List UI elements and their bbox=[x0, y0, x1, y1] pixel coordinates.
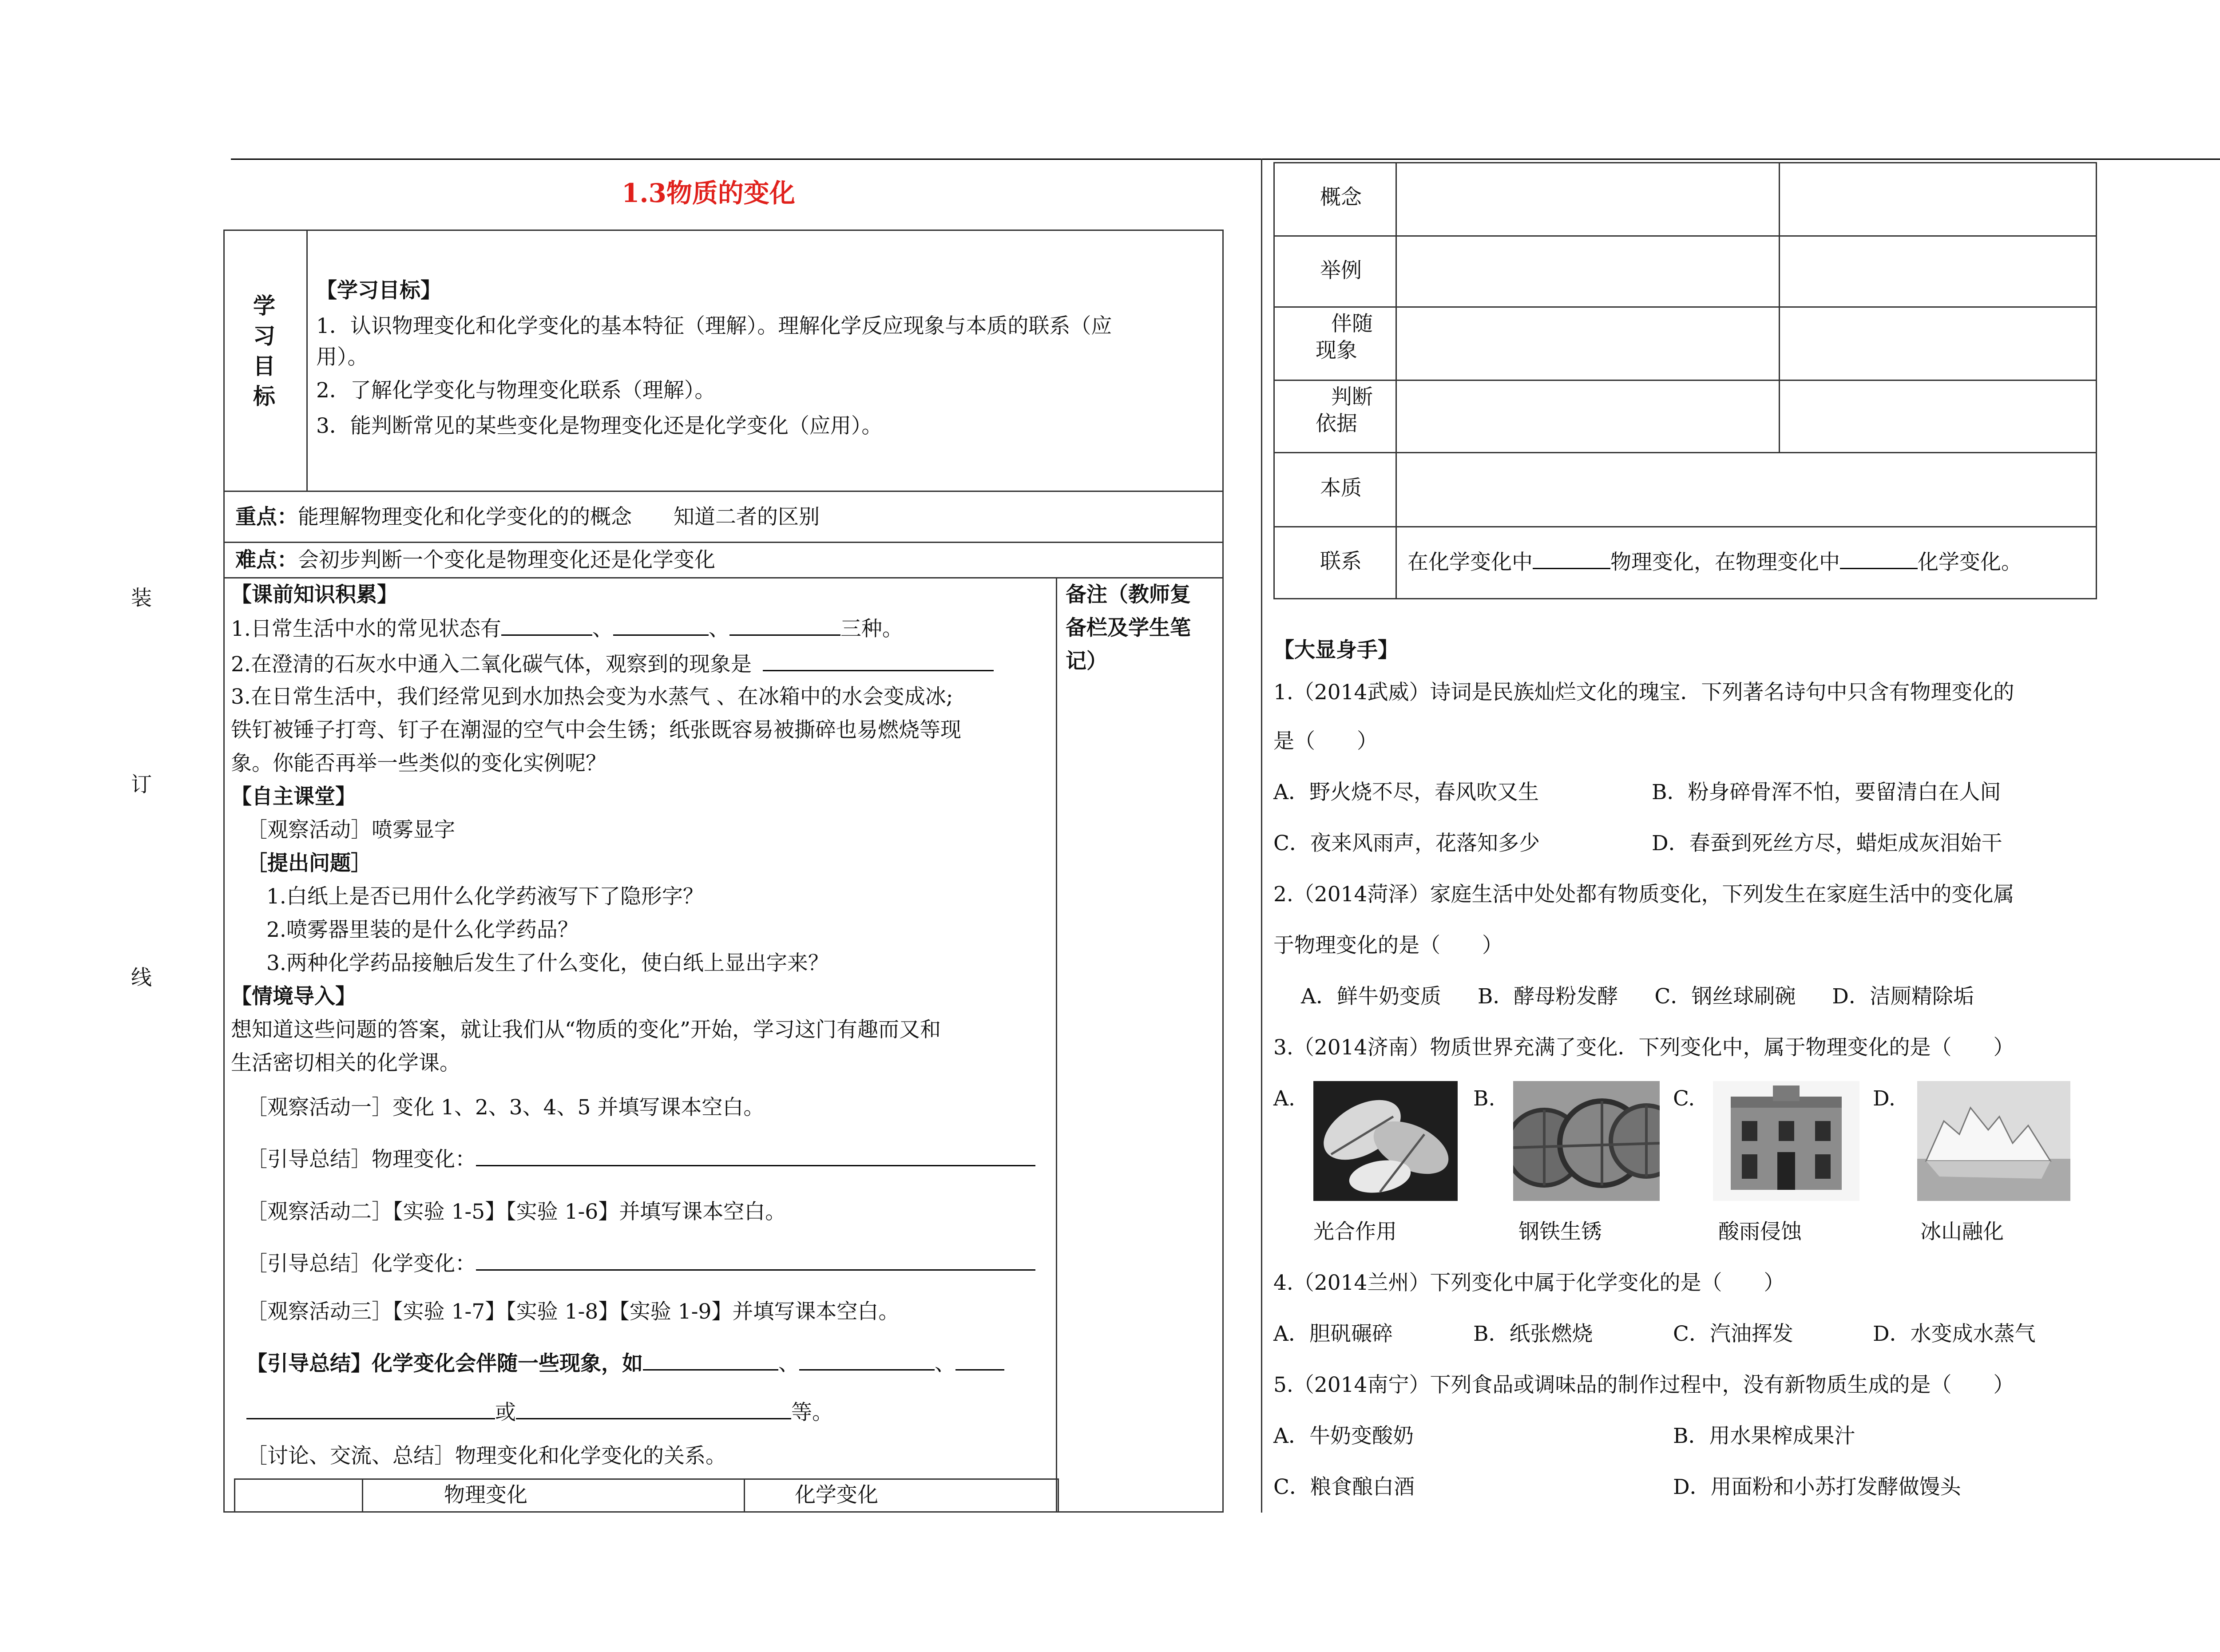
right-frame-left bbox=[1261, 158, 1262, 1513]
ask-item: 1.白纸上是否已用什么化学药液写下了隐形字？ bbox=[266, 884, 704, 909]
comparison-row-rule bbox=[1273, 452, 2097, 453]
pre-q1-blank-2[interactable] bbox=[613, 615, 709, 636]
pre-q1-text: 1.日常生活中水的常见状态有 bbox=[231, 617, 501, 641]
link-blank-2[interactable] bbox=[1840, 548, 1918, 569]
q4-option-d: D．水变成水蒸气 bbox=[1873, 1322, 2036, 1346]
key-point-row bbox=[235, 504, 820, 531]
objective-item: 用）。 bbox=[316, 345, 369, 369]
pre-q1-sep: 、 bbox=[592, 617, 613, 641]
q3-line: 3.（2014济南）物质世界充满了变化．下列变化中，属于物理变化的是（ ） bbox=[1273, 1035, 2014, 1060]
pre-q1-blank-1[interactable] bbox=[501, 615, 592, 636]
difficulty-rule bbox=[223, 577, 1224, 578]
guide-3-blank-4[interactable] bbox=[246, 1398, 495, 1419]
guide-3-or: 或 bbox=[495, 1400, 516, 1425]
notes-line-3: 记） bbox=[1066, 649, 1107, 673]
notes-line-1: 备注（教师复 bbox=[1066, 582, 1191, 607]
ask-heading: ［提出问题］ bbox=[246, 851, 372, 876]
link-blank-1[interactable] bbox=[1533, 548, 1610, 569]
row-label-criterion-1: 判断 bbox=[1331, 385, 1373, 409]
guide-1-blank[interactable] bbox=[476, 1145, 1035, 1166]
row-label-concept: 概念 bbox=[1320, 185, 1362, 210]
activity-1: ［观察活动一］变化 1、2、3、4、5 并填写课本空白。 bbox=[246, 1095, 765, 1120]
q5-option-d: D．用面粉和小苏打发酵做馒头 bbox=[1673, 1475, 1961, 1499]
link-text-a: 在化学变化中 bbox=[1407, 550, 1533, 574]
rusty-steel-image bbox=[1513, 1081, 1660, 1201]
guide-3-sep: 、 bbox=[778, 1351, 799, 1376]
q4-option-b: B．纸张燃烧 bbox=[1473, 1322, 1593, 1346]
pre-q3-line: 象。你能否再举一些类似的变化实例呢？ bbox=[231, 751, 607, 776]
link-text-c: 化学变化。 bbox=[1918, 550, 2022, 574]
pre-q2-text: 2.在澄清的石灰水中通入二氧化碳气体，观察到的现象是 bbox=[231, 652, 752, 677]
pre-q3-line: 铁钉被锤子打弯、钉子在潮湿的空气中会生锈；纸张既容易被撕碎也易燃烧等现 bbox=[231, 718, 961, 742]
link-row-text bbox=[1407, 548, 2022, 576]
relation-table-col bbox=[362, 1478, 363, 1513]
q4-option-a: A．胆矾碾碎 bbox=[1273, 1322, 1393, 1346]
objective-item: 1．认识物理变化和化学变化的基本特征（理解）。理解化学反应现象与本质的联系（应 bbox=[316, 314, 1112, 338]
scene-line: 生活密切相关的化学课。 bbox=[231, 1051, 460, 1075]
q4-line: 4.（2014兰州）下列变化中属于化学变化的是（ ） bbox=[1273, 1271, 1785, 1295]
pre-q3-line: 3.在日常生活中，我们经常见到水加热会变为水蒸气 、在冰箱中的水会变成冰; bbox=[231, 685, 953, 709]
q1-line: 是（ ） bbox=[1273, 729, 1378, 753]
objectives-side-label bbox=[253, 291, 280, 412]
guide-3-blank-5[interactable] bbox=[516, 1398, 791, 1419]
guide-1 bbox=[246, 1145, 1035, 1173]
q1-line: 1.（2014武威）诗词是民族灿烂文化的瑰宝．下列著名诗句中只含有物理变化的 bbox=[1273, 680, 2014, 705]
side-char-2: 习 bbox=[253, 323, 275, 349]
objectives-bottom-rule bbox=[223, 491, 1224, 492]
discussion: ［讨论、交流、总结］物理变化和化学变化的关系。 bbox=[246, 1444, 726, 1468]
row-label-criterion bbox=[1288, 384, 1394, 437]
q3-letter-a: A. bbox=[1273, 1086, 1295, 1111]
pre-knowledge-heading: 【课前知识积累】 bbox=[231, 582, 398, 607]
row-label-phenomenon bbox=[1288, 311, 1394, 364]
guide-3-sep: 、 bbox=[935, 1351, 955, 1376]
q1-option-a: A．野火烧不尽，春风吹又生 bbox=[1273, 780, 1539, 804]
scene-heading: 【情境导入】 bbox=[231, 984, 356, 1009]
guide-3-blank-1[interactable] bbox=[643, 1350, 778, 1371]
q3-letter-c: C. bbox=[1673, 1086, 1695, 1111]
q3-caption-d: 冰山融化 bbox=[1920, 1220, 2004, 1244]
binding-mark-xian: 线 bbox=[131, 966, 152, 990]
pre-q2 bbox=[231, 650, 994, 678]
notes-divider bbox=[1056, 577, 1057, 1513]
guide-3 bbox=[246, 1350, 1004, 1377]
comparison-row-rule bbox=[1273, 526, 2097, 527]
q2-options: A．鲜牛奶变质 B．酵母粉发酵 C．钢丝球刷碗 D．洁厕精除垢 bbox=[1301, 984, 1974, 1009]
difficulty-row bbox=[235, 547, 715, 574]
notes-line-2: 备栏及学生笔 bbox=[1066, 616, 1191, 640]
row-label-criterion-2: 依据 bbox=[1316, 412, 1357, 436]
comparison-row-rule bbox=[1273, 235, 2097, 237]
pre-q1-sep: 、 bbox=[708, 617, 729, 641]
observe-activity: ［观察活动］喷雾显字 bbox=[246, 818, 455, 842]
top-rule bbox=[231, 158, 2220, 160]
comparison-row-rule bbox=[1273, 380, 2097, 381]
q5-option-b: B．用水果榨成果汁 bbox=[1673, 1424, 1855, 1448]
q5-option-c: C．粮食酿白酒 bbox=[1273, 1475, 1415, 1499]
key-point-label: 重点： bbox=[235, 505, 298, 529]
row-label-essence: 本质 bbox=[1320, 476, 1362, 500]
guide-3-text: 【引导总结】化学变化会伴随一些现象，如 bbox=[246, 1351, 643, 1376]
side-char-4: 标 bbox=[253, 383, 275, 409]
q3-caption-c: 酸雨侵蚀 bbox=[1718, 1220, 1802, 1244]
acid-rain-building-image bbox=[1713, 1081, 1859, 1201]
q5-option-a: A．牛奶变酸奶 bbox=[1273, 1424, 1414, 1448]
guide-3-blank-2[interactable] bbox=[799, 1350, 935, 1371]
melting-iceberg-image bbox=[1917, 1081, 2070, 1201]
link-text-b: 物理变化，在物理变化中 bbox=[1610, 550, 1840, 574]
q3-letter-b: B. bbox=[1473, 1086, 1495, 1111]
difficulty-label: 难点： bbox=[235, 548, 298, 572]
row-label-example: 举例 bbox=[1320, 258, 1362, 283]
q2-line: 2.（2014菏泽）家庭生活中处处都有物质变化，下列发生在家庭生活中的变化属 bbox=[1273, 882, 2014, 907]
q1-option-c: C．夜来风雨声，花落知多少 bbox=[1273, 831, 1540, 856]
pre-q1-blank-3[interactable] bbox=[729, 615, 840, 636]
row-label-phenomenon-2: 现象 bbox=[1316, 338, 1357, 363]
row-label-link: 联系 bbox=[1320, 549, 1362, 574]
exercise-heading: 【大显身手】 bbox=[1273, 638, 1399, 662]
relation-head-chemical: 化学变化 bbox=[795, 1483, 878, 1507]
objectives-heading: 【学习目标】 bbox=[316, 278, 441, 303]
q3-letter-d: D. bbox=[1873, 1086, 1895, 1111]
guide-2 bbox=[246, 1250, 1035, 1277]
q3-caption-b: 钢铁生锈 bbox=[1518, 1220, 1602, 1244]
ask-item: 2.喷雾器里装的是什么化学药品？ bbox=[266, 918, 579, 942]
key-point-text: 能理解物理变化和化学变化的的概念 知道二者的区别 bbox=[298, 505, 820, 529]
comparison-row-rule bbox=[1273, 306, 2097, 308]
pre-q2-blank[interactable] bbox=[763, 650, 994, 671]
ask-item: 3.两种化学药品接触后发生了什么变化，使白纸上显出字来？ bbox=[266, 951, 829, 975]
q2-line: 于物理变化的是（ ） bbox=[1273, 933, 1503, 958]
guide-2-text: ［引导总结］化学变化： bbox=[246, 1252, 476, 1276]
relation-head-physical: 物理变化 bbox=[444, 1483, 527, 1507]
guide-3-blank-3[interactable] bbox=[955, 1350, 1004, 1371]
side-char-1: 学 bbox=[253, 293, 275, 319]
relation-table bbox=[234, 1478, 1059, 1513]
activity-3: ［观察活动三］【实验 1-7】【实验 1-8】【实验 1-9】并填写课本空白。 bbox=[246, 1299, 900, 1324]
guide-1-text: ［引导总结］物理变化： bbox=[246, 1147, 476, 1172]
relation-table-col bbox=[744, 1478, 745, 1513]
guide-3-etc: 等。 bbox=[791, 1400, 833, 1425]
binding-mark-ding: 订 bbox=[131, 773, 152, 797]
objective-item: 3．能判断常见的某些变化是物理变化还是化学变化（应用）。 bbox=[316, 414, 883, 438]
key-point-rule bbox=[223, 542, 1224, 543]
side-char-3: 目 bbox=[253, 353, 275, 379]
q3-caption-a: 光合作用 bbox=[1313, 1220, 1397, 1244]
q1-option-b: B．粉身碎骨浑不怕，要留清白在人间 bbox=[1652, 780, 2001, 804]
q1-option-d: D．春蚕到死丝方尽，蜡炬成灰泪始干 bbox=[1652, 831, 2002, 856]
binding-mark-zhuang: 装 bbox=[131, 586, 152, 610]
activity-2: ［观察活动二］【实验 1-5】【实验 1-6】并填写课本空白。 bbox=[246, 1200, 786, 1224]
row-label-phenomenon-1: 伴随 bbox=[1331, 312, 1373, 336]
self-study-heading: 【自主课堂】 bbox=[231, 784, 356, 809]
pre-q1 bbox=[231, 615, 903, 642]
objectives-divider bbox=[306, 230, 308, 491]
difficulty-text: 会初步判断一个变化是物理变化还是化学变化 bbox=[298, 548, 715, 572]
scene-line: 想知道这些问题的答案，就让我们从“物质的变化”开始，学习这门有趣而又和 bbox=[231, 1018, 941, 1042]
photosynthesis-image bbox=[1313, 1081, 1458, 1201]
objective-item: 2．了解化学变化与物理变化联系（理解）。 bbox=[316, 378, 716, 403]
q4-option-c: C．汽油挥发 bbox=[1673, 1322, 1793, 1346]
guide-2-blank[interactable] bbox=[476, 1250, 1035, 1271]
pre-q1-end: 三种。 bbox=[840, 617, 903, 641]
page-title: 1.3物质的变化 bbox=[622, 178, 795, 208]
guide-3-cont bbox=[246, 1398, 833, 1426]
q5-line: 5.（2014南宁）下列食品或调味品的制作过程中，没有新物质生成的是（ ） bbox=[1273, 1373, 2014, 1397]
